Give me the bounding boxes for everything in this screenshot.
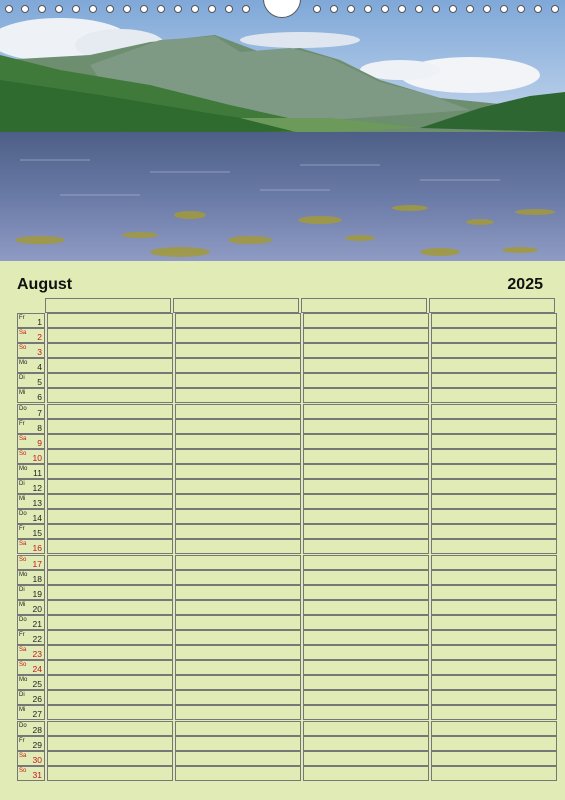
day-label-cell — [17, 479, 45, 494]
entry-cell[interactable] — [175, 690, 301, 705]
entry-cell[interactable] — [303, 313, 429, 328]
entry-cell[interactable] — [175, 494, 301, 509]
entry-cell[interactable] — [431, 343, 557, 358]
weekday-abbrev: Sa — [19, 330, 27, 337]
binding-hole — [517, 5, 525, 13]
day-number: 30 — [32, 754, 42, 765]
entry-cell[interactable] — [303, 630, 429, 645]
column-header-row — [45, 298, 555, 313]
day-row — [17, 373, 557, 388]
entry-cell[interactable] — [47, 570, 173, 585]
day-row — [17, 434, 557, 449]
weekday-abbrev: Fr — [19, 631, 25, 638]
entry-cell[interactable] — [431, 630, 557, 645]
column-header-cell[interactable] — [429, 298, 555, 313]
column-header-cell[interactable] — [173, 298, 299, 313]
entry-cell[interactable] — [431, 615, 557, 630]
entry-cell[interactable] — [303, 434, 429, 449]
binding-hole — [347, 5, 355, 13]
weekday-abbrev: Fr — [19, 526, 25, 533]
day-row — [17, 328, 557, 343]
day-row — [17, 479, 557, 494]
entry-cell[interactable] — [175, 766, 301, 781]
entry-cell[interactable] — [47, 419, 173, 434]
entry-cell[interactable] — [175, 313, 301, 328]
binding-hole — [466, 5, 474, 13]
day-row — [17, 539, 557, 554]
day-label-cell — [17, 736, 45, 751]
entry-cell[interactable] — [303, 645, 429, 660]
column-header-cell[interactable] — [45, 298, 171, 313]
day-number: 10 — [32, 452, 42, 463]
day-row — [17, 721, 557, 736]
binding-hole — [415, 5, 423, 13]
entry-cell[interactable] — [47, 464, 173, 479]
entry-cell[interactable] — [175, 660, 301, 675]
day-label-cell — [17, 585, 45, 600]
day-label-cell — [17, 645, 45, 660]
entry-cell[interactable] — [175, 675, 301, 690]
hanger-hole — [263, 0, 301, 18]
binding-hole — [157, 5, 165, 13]
day-label-cell — [17, 373, 45, 388]
weekday-abbrev: Di — [19, 692, 25, 699]
entry-cell[interactable] — [431, 736, 557, 751]
binding-hole — [106, 5, 114, 13]
day-row — [17, 555, 557, 570]
entry-cell[interactable] — [431, 404, 557, 419]
day-label-cell — [17, 555, 45, 570]
day-label-cell — [17, 509, 45, 524]
entry-cell[interactable] — [303, 479, 429, 494]
binding-hole — [551, 5, 559, 13]
entry-cell[interactable] — [303, 494, 429, 509]
entry-cell[interactable] — [175, 705, 301, 720]
weekday-abbrev: Sa — [19, 752, 27, 759]
entry-cell[interactable] — [47, 766, 173, 781]
binding-hole — [500, 5, 508, 13]
entry-cell[interactable] — [303, 690, 429, 705]
entry-cell[interactable] — [303, 464, 429, 479]
entry-cell[interactable] — [47, 494, 173, 509]
binding-hole — [89, 5, 97, 13]
day-row — [17, 660, 557, 675]
day-number: 2 — [37, 332, 42, 343]
entry-cell[interactable] — [303, 675, 429, 690]
day-label-cell — [17, 600, 45, 615]
day-label-cell — [17, 464, 45, 479]
weekday-abbrev: Di — [19, 481, 25, 488]
entry-cell[interactable] — [47, 479, 173, 494]
day-number: 12 — [32, 483, 42, 494]
day-label-cell — [17, 721, 45, 736]
entry-cell[interactable] — [47, 539, 173, 554]
day-label-cell — [17, 419, 45, 434]
weekday-abbrev: Di — [19, 586, 25, 593]
entry-cell[interactable] — [47, 690, 173, 705]
day-number: 31 — [32, 769, 42, 780]
entry-cell[interactable] — [47, 313, 173, 328]
column-header-cell[interactable] — [301, 298, 427, 313]
day-number: 19 — [32, 588, 42, 599]
entry-cell[interactable] — [175, 570, 301, 585]
day-row — [17, 343, 557, 358]
entry-cell[interactable] — [303, 509, 429, 524]
day-label-cell — [17, 434, 45, 449]
entry-cell[interactable] — [303, 373, 429, 388]
day-number: 20 — [32, 603, 42, 614]
day-label-cell — [17, 494, 45, 509]
weekday-abbrev: Mo — [19, 677, 28, 684]
entry-cell[interactable] — [47, 751, 173, 766]
day-number: 4 — [37, 362, 42, 373]
entry-cell[interactable] — [47, 434, 173, 449]
day-row — [17, 419, 557, 434]
day-row — [17, 615, 557, 630]
entry-cell[interactable] — [431, 705, 557, 720]
entry-cell[interactable] — [47, 600, 173, 615]
day-row — [17, 690, 557, 705]
binding-hole — [364, 5, 372, 13]
day-number: 24 — [32, 664, 42, 675]
weekday-abbrev: Fr — [19, 420, 25, 427]
binding-hole — [55, 5, 63, 13]
day-label-cell — [17, 449, 45, 464]
entry-cell[interactable] — [47, 645, 173, 660]
entry-cell[interactable] — [175, 419, 301, 434]
day-row — [17, 388, 557, 403]
entry-cell[interactable] — [431, 358, 557, 373]
entry-cell[interactable] — [175, 449, 301, 464]
day-label-cell — [17, 675, 45, 690]
entry-cell[interactable] — [175, 600, 301, 615]
entry-cell[interactable] — [47, 705, 173, 720]
entry-cell[interactable] — [175, 343, 301, 358]
day-label-cell — [17, 766, 45, 781]
entry-cell[interactable] — [431, 645, 557, 660]
entry-cell[interactable] — [303, 751, 429, 766]
binding-hole — [225, 5, 233, 13]
binding-hole — [72, 5, 80, 13]
weekday-abbrev: So — [19, 450, 27, 457]
entry-cell[interactable] — [431, 494, 557, 509]
day-row — [17, 524, 557, 539]
entry-cell[interactable] — [303, 449, 429, 464]
entry-cell[interactable] — [431, 509, 557, 524]
binding-hole — [483, 5, 491, 13]
day-number: 15 — [32, 528, 42, 539]
day-label-cell — [17, 524, 45, 539]
day-row — [17, 645, 557, 660]
binding-hole — [191, 5, 199, 13]
day-number: 26 — [32, 694, 42, 705]
entry-cell[interactable] — [47, 721, 173, 736]
binding-hole — [534, 5, 542, 13]
day-label-cell — [17, 539, 45, 554]
day-number: 27 — [32, 709, 42, 720]
weekday-abbrev: Mi — [19, 707, 26, 714]
entry-cell[interactable] — [431, 751, 557, 766]
entry-cell[interactable] — [431, 539, 557, 554]
entry-cell[interactable] — [175, 751, 301, 766]
entry-cell[interactable] — [431, 524, 557, 539]
day-row — [17, 630, 557, 645]
day-label-cell — [17, 705, 45, 720]
day-row — [17, 570, 557, 585]
entry-cell[interactable] — [175, 509, 301, 524]
entry-cell[interactable] — [431, 660, 557, 675]
entry-cell[interactable] — [47, 675, 173, 690]
weekday-abbrev: Do — [19, 405, 27, 412]
day-row — [17, 675, 557, 690]
binding-hole — [140, 5, 148, 13]
day-label-cell — [17, 570, 45, 585]
entry-cell[interactable] — [303, 705, 429, 720]
day-label-cell — [17, 388, 45, 403]
entry-cell[interactable] — [431, 464, 557, 479]
entry-cell[interactable] — [47, 509, 173, 524]
entry-cell[interactable] — [175, 358, 301, 373]
entry-cell[interactable] — [47, 449, 173, 464]
binding-hole — [381, 5, 389, 13]
entry-cell[interactable] — [303, 660, 429, 675]
weekday-abbrev: Mi — [19, 390, 26, 397]
entry-cell[interactable] — [175, 645, 301, 660]
entry-cell[interactable] — [175, 539, 301, 554]
day-label-cell — [17, 358, 45, 373]
entry-cell[interactable] — [431, 434, 557, 449]
binding-hole — [123, 5, 131, 13]
day-label-cell — [17, 630, 45, 645]
day-label-cell — [17, 615, 45, 630]
weekday-abbrev: Di — [19, 375, 25, 382]
day-row — [17, 313, 557, 328]
entry-cell[interactable] — [303, 343, 429, 358]
entry-cell[interactable] — [47, 630, 173, 645]
weekday-abbrev: Sa — [19, 647, 27, 654]
entry-cell[interactable] — [431, 373, 557, 388]
binding-hole — [449, 5, 457, 13]
day-label-cell — [17, 690, 45, 705]
entry-cell[interactable] — [175, 404, 301, 419]
weekday-abbrev: Sa — [19, 541, 27, 548]
entry-cell[interactable] — [175, 388, 301, 403]
weekday-abbrev: Fr — [19, 315, 25, 321]
entry-cell[interactable] — [47, 358, 173, 373]
day-number: 29 — [32, 739, 42, 750]
weekday-abbrev: Do — [19, 616, 27, 623]
entry-cell[interactable] — [303, 721, 429, 736]
entry-cell[interactable] — [431, 328, 557, 343]
day-row — [17, 494, 557, 509]
entry-cell[interactable] — [175, 630, 301, 645]
day-number: 5 — [37, 377, 42, 388]
day-label-cell — [17, 404, 45, 419]
entry-cell[interactable] — [303, 585, 429, 600]
weekday-abbrev: Do — [19, 511, 27, 518]
entry-cell[interactable] — [175, 615, 301, 630]
landscape-photo — [0, 0, 565, 261]
entry-cell[interactable] — [47, 524, 173, 539]
entry-cell[interactable] — [303, 555, 429, 570]
entry-cell[interactable] — [47, 328, 173, 343]
binding-hole — [38, 5, 46, 13]
weekday-abbrev: Mo — [19, 465, 28, 472]
entry-cell[interactable] — [431, 721, 557, 736]
entry-cell[interactable] — [47, 404, 173, 419]
entry-cell[interactable] — [175, 328, 301, 343]
binding-hole — [432, 5, 440, 13]
entry-cell[interactable] — [47, 736, 173, 751]
entry-cell[interactable] — [431, 388, 557, 403]
day-label-cell — [17, 660, 45, 675]
entry-cell[interactable] — [431, 585, 557, 600]
day-row — [17, 509, 557, 524]
entry-cell[interactable] — [175, 736, 301, 751]
day-number: 16 — [32, 543, 42, 554]
entry-cell[interactable] — [431, 419, 557, 434]
binding-hole — [398, 5, 406, 13]
day-row — [17, 449, 557, 464]
weekday-abbrev: Do — [19, 722, 27, 729]
entry-cell[interactable] — [47, 388, 173, 403]
entry-cell[interactable] — [303, 404, 429, 419]
entry-cell[interactable] — [175, 464, 301, 479]
entry-cell[interactable] — [47, 615, 173, 630]
weekday-abbrev: Mi — [19, 496, 26, 503]
weekday-abbrev: Sa — [19, 435, 27, 442]
day-label-cell — [17, 751, 45, 766]
day-row — [17, 705, 557, 720]
day-row — [17, 585, 557, 600]
day-label-cell — [17, 343, 45, 358]
day-row — [17, 464, 557, 479]
day-row — [17, 751, 557, 766]
entry-cell[interactable] — [47, 585, 173, 600]
entry-cell[interactable] — [303, 600, 429, 615]
day-label-cell — [17, 328, 45, 343]
day-number: 25 — [32, 679, 42, 690]
day-number: 23 — [32, 649, 42, 660]
entry-cell[interactable] — [175, 434, 301, 449]
day-row — [17, 736, 557, 751]
entry-cell[interactable] — [175, 479, 301, 494]
weekday-abbrev: Mo — [19, 571, 28, 578]
entry-cell[interactable] — [303, 539, 429, 554]
binding-hole — [5, 5, 13, 13]
binding-hole — [330, 5, 338, 13]
spiral-binding — [0, 0, 565, 20]
day-number: 7 — [37, 407, 42, 418]
entry-cell[interactable] — [175, 585, 301, 600]
day-number: 3 — [37, 347, 42, 358]
weekday-abbrev: So — [19, 556, 27, 563]
weekday-abbrev: Fr — [19, 737, 25, 744]
entry-cell[interactable] — [303, 524, 429, 539]
day-number: 8 — [37, 422, 42, 433]
entry-cell[interactable] — [303, 419, 429, 434]
entry-cell[interactable] — [47, 660, 173, 675]
weekday-abbrev: Mi — [19, 601, 26, 608]
entry-cell[interactable] — [303, 615, 429, 630]
entry-cell[interactable] — [47, 373, 173, 388]
day-number: 11 — [33, 467, 42, 478]
entry-cell[interactable] — [431, 690, 557, 705]
day-number: 17 — [32, 558, 42, 569]
weekday-abbrev: So — [19, 662, 27, 669]
year-title: 2025 — [507, 276, 543, 293]
binding-hole — [313, 5, 321, 13]
binding-hole — [174, 5, 182, 13]
day-number: 9 — [37, 437, 42, 448]
day-number: 14 — [32, 513, 42, 524]
day-grid — [17, 313, 557, 781]
weekday-abbrev: So — [19, 767, 27, 774]
entry-cell[interactable] — [303, 766, 429, 781]
day-row — [17, 766, 557, 781]
day-row — [17, 358, 557, 373]
weekday-abbrev: So — [19, 345, 27, 352]
day-number: 28 — [32, 724, 42, 735]
day-row — [17, 600, 557, 615]
entry-cell[interactable] — [431, 675, 557, 690]
binding-hole — [208, 5, 216, 13]
entry-cell[interactable] — [431, 766, 557, 781]
entry-cell[interactable] — [431, 555, 557, 570]
entry-cell[interactable] — [47, 343, 173, 358]
day-number: 13 — [32, 498, 42, 509]
binding-hole — [242, 5, 250, 13]
entry-cell[interactable] — [303, 388, 429, 403]
entry-cell[interactable] — [303, 570, 429, 585]
entry-cell[interactable] — [431, 600, 557, 615]
entry-cell[interactable] — [431, 570, 557, 585]
entry-cell[interactable] — [47, 555, 173, 570]
entry-cell[interactable] — [431, 313, 557, 328]
entry-cell[interactable] — [431, 449, 557, 464]
day-number: 1 — [37, 317, 42, 327]
entry-cell[interactable] — [303, 358, 429, 373]
day-number: 22 — [32, 633, 42, 644]
month-title: August — [17, 276, 73, 293]
day-number: 18 — [32, 573, 42, 584]
entry-cell[interactable] — [175, 721, 301, 736]
binding-hole — [21, 5, 29, 13]
day-number: 21 — [32, 618, 42, 629]
weekday-abbrev: Mo — [19, 360, 28, 367]
day-number: 6 — [37, 392, 42, 403]
entry-cell[interactable] — [431, 479, 557, 494]
entry-cell[interactable] — [175, 555, 301, 570]
day-row — [17, 404, 557, 419]
entry-cell[interactable] — [303, 328, 429, 343]
entry-cell[interactable] — [303, 736, 429, 751]
day-label-cell — [17, 313, 45, 328]
entry-cell[interactable] — [175, 524, 301, 539]
entry-cell[interactable] — [175, 373, 301, 388]
